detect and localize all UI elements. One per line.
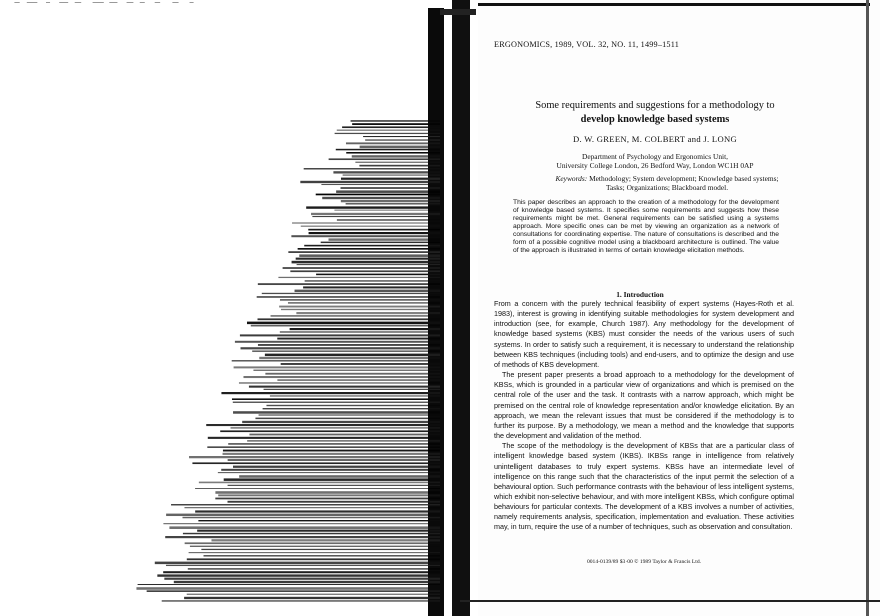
binding-streak: [297, 264, 440, 265]
binding-streak: [190, 546, 440, 547]
binding-streak: [262, 293, 440, 294]
scan-speck: [190, 2, 194, 3]
binding-streak: [296, 312, 440, 314]
binding-streak: [249, 386, 440, 388]
binding-streak: [253, 370, 440, 371]
binding-streak: [221, 392, 440, 394]
binding-streak: [321, 242, 440, 243]
binding-streak: [300, 181, 440, 183]
binding-streak: [221, 469, 440, 471]
scan-speck: [93, 2, 104, 3]
binding-streak: [343, 174, 440, 175]
binding-streak: [218, 494, 440, 496]
title-line-1: Some requirements and suggestions for a methodology to: [535, 100, 775, 111]
binding-streak: [280, 331, 440, 333]
binding-streak: [164, 578, 440, 580]
binding-streak: [291, 235, 440, 237]
binding-streak: [243, 376, 440, 378]
binding-streak: [147, 590, 440, 591]
binding-streak: [352, 155, 440, 157]
binding-streak: [192, 462, 440, 464]
binding-streak: [165, 536, 440, 538]
binding-streak: [263, 408, 440, 409]
section-heading: 1. Introduction: [616, 290, 664, 299]
binding-streak: [277, 338, 440, 340]
scan-speck: [59, 2, 68, 3]
binding-streak: [266, 405, 440, 406]
binding-streak: [337, 130, 440, 131]
binding-streak: [252, 350, 440, 352]
binding-streak: [337, 219, 440, 221]
binding-streak: [171, 504, 440, 505]
binding-streak: [290, 328, 440, 330]
page-right-edge: [866, 0, 869, 616]
scan-speck: [46, 2, 50, 3]
binding-streak: [228, 443, 440, 444]
binding-streak: [187, 594, 440, 595]
binding-streak: [346, 142, 440, 144]
scan-speck: [140, 2, 145, 3]
binding-streak: [341, 200, 440, 202]
binding-streak: [259, 357, 440, 359]
binding-streak: [341, 178, 440, 180]
binding-streak: [283, 267, 440, 269]
binding-streak: [322, 197, 440, 199]
binding-streak: [329, 158, 440, 160]
binding-streak: [241, 347, 440, 349]
paragraph: From a concern with the purely technical feasibility of expert systems (Hayes-Roth et al. 1983), interest is growing in identifying suitable methodologies for system development and introduction (see, for example, Church 1987). Any methodology for the development of knowledge based systems (KBS) must consider the needs of the various users of such systems. In order to satisfy such a requirement, it is necessary to understand the relationship between KBS techniques (including tools) and end-users, and to optimize the design and use of methods of KBS development.: [494, 299, 794, 369]
binding-streak: [264, 389, 440, 390]
binding-streak: [223, 450, 440, 452]
binding-streak: [301, 226, 440, 227]
running-head: ERGONOMICS, 1989, VOL. 32, NO. 11, 1499–1511: [494, 40, 679, 49]
binding-streak: [335, 133, 440, 134]
binding-streak: [185, 542, 440, 544]
binding-streak: [184, 597, 440, 599]
binding-streak: [198, 520, 440, 521]
binding-streak: [228, 485, 440, 486]
binding-streak: [207, 446, 440, 448]
binding-streak: [258, 344, 440, 346]
binding-streak: [271, 315, 440, 316]
binding-streak: [303, 286, 440, 288]
binding-streak: [249, 434, 440, 436]
authors: D. W. GREEN, M. COLBERT and J. LONG: [572, 134, 738, 144]
binding-streak: [208, 437, 440, 439]
binding-streak: [255, 418, 440, 420]
binding-streak: [232, 360, 440, 362]
top-rule: [478, 3, 870, 6]
binding-streak: [292, 222, 440, 223]
scan-speck: [27, 2, 38, 3]
affiliation-line-1: Department of Psychology and Ergonomics Unit,: [581, 152, 728, 161]
binding-streak: [270, 395, 440, 396]
binding-streak: [308, 229, 440, 231]
binding-streak: [233, 466, 440, 468]
abstract: This paper describes an approach to the creation of a methodology for the development of knowledge based systems. It specifies some requirements and suggests how these requirements might be met. General requirements can be satisfied using a systems approach. More specific ones can be met by viewing an organization as a network of consultations for coordinating expertise. The nature of consultations is described and the form of a possible cognitive model using a blackboard architecture is outlined. The value of the approach is illustrated in terms of certain knowledge elicitation methods.: [513, 199, 779, 255]
binding-streak: [195, 488, 440, 489]
binding-streak: [163, 571, 440, 573]
binding-streak: [333, 171, 440, 173]
article-title: [500, 99, 810, 127]
binding-streak: [363, 136, 440, 137]
binding-streak: [346, 152, 440, 154]
binding-streak: [183, 533, 440, 534]
binding-streak: [215, 498, 440, 500]
binding-streak: [336, 149, 440, 151]
binding-streak: [346, 203, 440, 204]
binding-streak: [232, 398, 440, 400]
binding-streak: [187, 558, 440, 560]
binding-streak: [242, 421, 440, 423]
binding-streak: [278, 277, 440, 278]
binding-streak: [296, 258, 440, 260]
binding-streak: [288, 251, 440, 253]
top-rule-fragment: [440, 9, 476, 15]
binding-streak: [306, 206, 440, 208]
binding-streak: [295, 290, 440, 292]
binding-streak: [312, 216, 440, 217]
binding-streak: [228, 459, 440, 461]
binding-streak: [247, 322, 440, 325]
binding-streak: [334, 210, 440, 211]
binding-streak: [155, 562, 440, 565]
binding-streak: [342, 126, 440, 128]
binding-streak: [231, 427, 440, 428]
binding-streak: [169, 526, 440, 529]
binding-streak: [359, 165, 440, 167]
affiliation: [500, 152, 810, 170]
binding-streak: [204, 555, 440, 556]
binding-streak: [277, 379, 440, 381]
binding-streak: [355, 162, 440, 163]
paragraph: The present paper presents a broad approach to a methodology for the development of KBSs, which is grounded in a particular view of organizations and which is premised on the central role of the user and the task. It contrasts with a narrow approach, which might be premised on the central role of knowledge representation and/or knowledge elicitation. By an approach, we mean the relevant issues that must be considered if the methodology is to further its purpose. By a methodology, we mean a method and the knowledge that supports the development and validation of the method.: [494, 370, 794, 441]
keywords-label: Keywords:: [555, 174, 588, 183]
binding-streak: [329, 238, 440, 240]
binding-streak: [239, 382, 440, 383]
binding-streak: [352, 123, 440, 125]
binding-streak: [280, 299, 440, 300]
binding-streak: [174, 581, 440, 583]
binding-streak: [211, 539, 440, 541]
binding-streak: [223, 453, 440, 455]
binding-streak: [189, 456, 440, 458]
binding-streak: [233, 411, 440, 414]
keywords: [522, 174, 812, 192]
binding-streak: [197, 530, 440, 532]
binding-streak: [188, 568, 440, 570]
binding-streak: [199, 482, 440, 484]
binding-streak: [265, 354, 440, 356]
binding-streak: [311, 213, 440, 215]
binding-streak: [265, 373, 440, 375]
title-line-2: develop knowledge based systems: [580, 114, 730, 125]
binding-streak: [234, 366, 440, 368]
binding-streak: [224, 478, 440, 481]
binding-streak: [298, 248, 440, 250]
binding-streak: [163, 523, 440, 524]
binding-streak: [279, 306, 440, 308]
binding-streak: [304, 168, 440, 170]
binding-streak: [220, 430, 440, 432]
binding-streak: [292, 261, 440, 264]
scan-speck: [75, 2, 81, 3]
affiliation-line-2: University College London, 26 Bedford Way, London WC1H 0AP: [556, 161, 754, 170]
binding-streak: [351, 120, 440, 122]
binding-streak: [233, 402, 440, 403]
binding-streak: [184, 507, 440, 508]
binding-streak: [215, 491, 440, 494]
scan-speck: [127, 2, 134, 3]
binding-streak: [138, 584, 440, 585]
binding-streak: [304, 245, 440, 247]
binding-streak: [162, 600, 440, 602]
binding-streak: [281, 309, 440, 310]
body-text: [494, 299, 794, 533]
binding-streak: [321, 184, 440, 185]
binding-streak: [340, 187, 440, 189]
binding-streak: [166, 565, 440, 566]
binding-streak: [206, 424, 440, 426]
paragraph: The scope of the methodology is the development of KBSs that are a particular class of intelligent knowledge based system (IKBS). IKBSs range in intelligence from relatively unintelligent databases to truly expert systems. KBSs have an intermediate level of intelligence on this range such that the characteristics of the input permit the selection of a behavioural option. Such performance contrasts with the behaviour of less intelligent systems, which exhibit non-selective behaviour, and with more intelligent KBSs, which configure optimal behaviours for particular contexts. The development of a KBS involves a number of activities, namely requirements analysis, specification, implementation and evaluation. These activities may, in turn, require the use of a number of techniques, such as observation and consultation.: [494, 441, 794, 532]
binding-streak: [365, 139, 440, 141]
scan-speck: [155, 2, 160, 3]
binding-streak: [239, 475, 440, 478]
binding-streak: [316, 274, 440, 276]
binding-streak: [288, 302, 440, 303]
binding-streak: [166, 514, 440, 516]
binding-streak: [136, 587, 440, 590]
binding-streak: [235, 341, 440, 343]
binding-streak: [309, 232, 440, 234]
copyright-footer: 0014-0139/89 $3·00 © 1989 Taylor & Francis Ltd.: [586, 559, 702, 565]
binding-streak: [240, 334, 440, 336]
binding-streak: [228, 501, 440, 503]
binding-streak: [290, 270, 440, 272]
binding-streak: [305, 280, 440, 282]
binding-streak: [201, 549, 440, 550]
keywords-line-2: Tasks; Organizations; Blackboard model.: [605, 183, 729, 192]
scan-speck: [109, 2, 117, 3]
binding-streak: [299, 254, 440, 257]
binding-streak: [336, 190, 440, 193]
binding-streak: [157, 574, 440, 576]
binding-streak: [218, 472, 440, 473]
bottom-rule: [460, 600, 880, 602]
binding-streak: [258, 283, 440, 285]
binding-streak: [257, 296, 440, 298]
binding-streak: [189, 552, 440, 553]
scan-speck: [14, 2, 19, 3]
binding-streak: [195, 510, 440, 512]
binding-streak: [182, 517, 440, 518]
binding-streak: [259, 414, 440, 415]
binding-streak: [360, 146, 440, 149]
binding-streak: [316, 194, 440, 196]
scan-speck: [172, 2, 178, 3]
keywords-line-1: Methodology; System development; Knowledge based systems;: [589, 174, 779, 183]
binding-streak: [281, 363, 440, 365]
binding-streak: [251, 325, 440, 327]
binding-streak: [247, 440, 440, 442]
spine-shadow: [452, 0, 470, 616]
binding-streak: [258, 318, 440, 320]
